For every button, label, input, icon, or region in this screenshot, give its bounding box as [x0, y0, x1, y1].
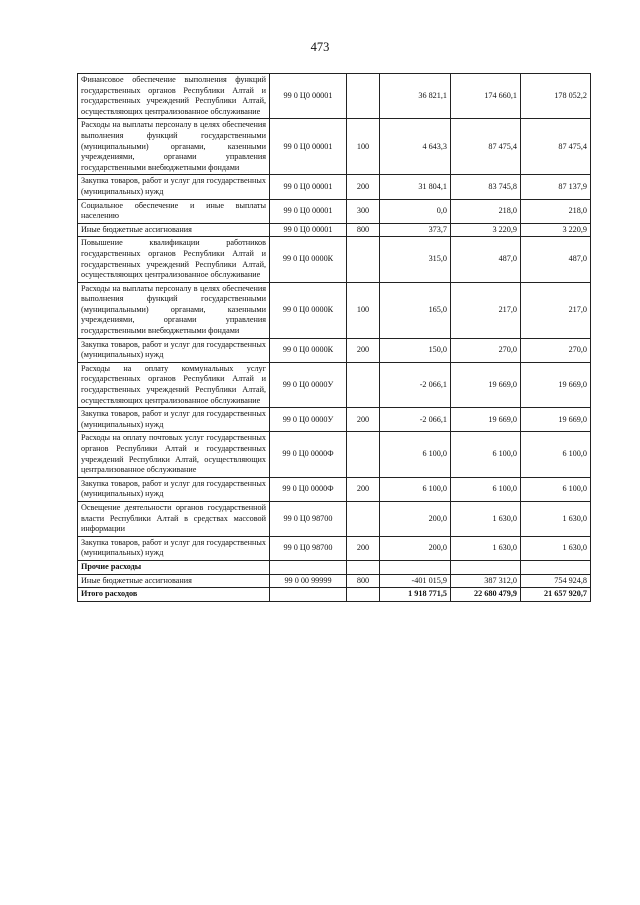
row-name: Закупка товаров, работ и услуг для государственных (муниципальных) нужд [78, 477, 270, 501]
row-vr: 100 [347, 282, 380, 338]
row-value-3: 218,0 [521, 199, 591, 223]
row-value-1: 373,7 [380, 223, 451, 237]
row-code: 99 0 00 99999 [270, 574, 347, 588]
row-code: 99 0 Ц0 98700 [270, 501, 347, 536]
total-value-1: 1 918 771,5 [380, 588, 451, 602]
empty-cell [380, 560, 451, 574]
row-value-3: 1 630,0 [521, 501, 591, 536]
total-label: Итого расходов [78, 588, 270, 602]
row-value-2: 6 100,0 [451, 477, 521, 501]
budget-table-body [78, 74, 591, 602]
row-value-2: 217,0 [451, 282, 521, 338]
row-value-2: 174 660,1 [451, 74, 521, 119]
row-value-1: 150,0 [380, 338, 451, 362]
row-code: 99 0 Ц0 0000Ф [270, 477, 347, 501]
empty-cell [270, 588, 347, 602]
total-value-2: 22 680 479,9 [451, 588, 521, 602]
row-vr: 100 [347, 119, 380, 175]
budget-table [77, 73, 591, 602]
table-row [78, 74, 591, 119]
row-name: Освещение деятельности органов государственной власти Республики Алтай в средствах массовой информации [78, 501, 270, 536]
row-name: Социальное обеспечение и иные выплаты населению [78, 199, 270, 223]
row-value-1: 31 804,1 [380, 175, 451, 199]
table-row [78, 119, 591, 175]
table-row [78, 362, 591, 407]
row-name: Расходы на оплату коммунальных услуг государственных органов Республики Алтай и государственных учреждений Республики Алтай, осуществляющих централизованное обслуживание [78, 362, 270, 407]
row-code: 99 0 Ц0 00001 [270, 74, 347, 119]
row-name: Закупка товаров, работ и услуг для государственных (муниципальных) нужд [78, 536, 270, 560]
row-value-2: 19 669,0 [451, 362, 521, 407]
row-value-1: 6 100,0 [380, 477, 451, 501]
row-value-3: 6 100,0 [521, 477, 591, 501]
total-row [78, 588, 591, 602]
row-vr: 200 [347, 175, 380, 199]
row-value-2: 1 630,0 [451, 536, 521, 560]
table-row [78, 199, 591, 223]
empty-cell [347, 588, 380, 602]
row-value-1: 4 643,3 [380, 119, 451, 175]
row-value-3: 6 100,0 [521, 432, 591, 477]
row-vr [347, 74, 380, 119]
total-value-3: 21 657 920,7 [521, 588, 591, 602]
row-value-3: 178 052,2 [521, 74, 591, 119]
row-value-3: 754 924,8 [521, 574, 591, 588]
row-name: Иные бюджетные ассигнования [78, 223, 270, 237]
row-value-3: 87 475,4 [521, 119, 591, 175]
row-value-2: 218,0 [451, 199, 521, 223]
row-value-1: 200,0 [380, 501, 451, 536]
row-name: Закупка товаров, работ и услуг для государственных (муниципальных) нужд [78, 408, 270, 432]
row-value-3: 3 220,9 [521, 223, 591, 237]
table-row [78, 477, 591, 501]
row-name: Иные бюджетные ассигнования [78, 574, 270, 588]
table-row [78, 223, 591, 237]
empty-cell [521, 560, 591, 574]
table-row [78, 175, 591, 199]
row-value-2: 3 220,9 [451, 223, 521, 237]
row-code: 99 0 Ц0 0000К [270, 282, 347, 338]
row-value-1: 6 100,0 [380, 432, 451, 477]
row-value-2: 87 475,4 [451, 119, 521, 175]
row-vr: 200 [347, 408, 380, 432]
table-row [78, 432, 591, 477]
row-value-2: 270,0 [451, 338, 521, 362]
row-code: 99 0 Ц0 0000К [270, 338, 347, 362]
row-name: Закупка товаров, работ и услуг для государственных (муниципальных) нужд [78, 338, 270, 362]
row-value-2: 19 669,0 [451, 408, 521, 432]
table-row [78, 408, 591, 432]
row-code: 99 0 Ц0 0000У [270, 408, 347, 432]
row-vr [347, 237, 380, 282]
row-value-3: 487,0 [521, 237, 591, 282]
row-vr: 200 [347, 338, 380, 362]
row-value-1: 200,0 [380, 536, 451, 560]
table-row [78, 501, 591, 536]
row-vr: 300 [347, 199, 380, 223]
row-value-3: 217,0 [521, 282, 591, 338]
row-code: 99 0 Ц0 00001 [270, 223, 347, 237]
row-value-1: 36 821,1 [380, 74, 451, 119]
row-name: Расходы на выплаты персоналу в целях обеспечения выполнения функций государственными (муниципальными) органами, казенными учреждениями, органами управления государственными внебюджетными фондами [78, 282, 270, 338]
row-name: Расходы на выплаты персоналу в целях обеспечения выполнения функций государственными (муниципальными) органами, казенными учреждениями, органами управления государственными внебюджетными фондами [78, 119, 270, 175]
row-value-3: 270,0 [521, 338, 591, 362]
row-value-2: 487,0 [451, 237, 521, 282]
row-value-3: 19 669,0 [521, 408, 591, 432]
row-value-3: 1 630,0 [521, 536, 591, 560]
row-value-1: -2 066,1 [380, 362, 451, 407]
row-name: Повышение квалификации работников государственных органов Республики Алтай и государственных учреждений Республики Алтай, осуществляющих централизованное обслуживание [78, 237, 270, 282]
row-value-2: 387 312,0 [451, 574, 521, 588]
row-name: Закупка товаров, работ и услуг для государственных (муниципальных) нужд [78, 175, 270, 199]
row-value-1: -2 066,1 [380, 408, 451, 432]
row-value-2: 83 745,8 [451, 175, 521, 199]
row-value-2: 6 100,0 [451, 432, 521, 477]
row-value-1: 165,0 [380, 282, 451, 338]
row-name: Расходы на оплату почтовых услуг государственных органов Республики Алтай и государственных учреждений Республики Алтай, осуществляющих централизованное обслуживание [78, 432, 270, 477]
row-vr: 200 [347, 477, 380, 501]
table-row [78, 536, 591, 560]
row-vr: 800 [347, 223, 380, 237]
table-row [78, 282, 591, 338]
row-code: 99 0 Ц0 98700 [270, 536, 347, 560]
row-value-3: 19 669,0 [521, 362, 591, 407]
row-value-2: 1 630,0 [451, 501, 521, 536]
row-value-1: 0,0 [380, 199, 451, 223]
row-vr: 200 [347, 536, 380, 560]
row-vr: 800 [347, 574, 380, 588]
row-name: Финансовое обеспечение выполнения функций государственных органов Республики Алтай и государственных учреждений Республики Алтай, осуществляющих централизованное обслуживание [78, 74, 270, 119]
empty-cell [347, 560, 380, 574]
row-code: 99 0 Ц0 00001 [270, 119, 347, 175]
row-vr [347, 432, 380, 477]
empty-cell [270, 560, 347, 574]
row-code: 99 0 Ц0 00001 [270, 199, 347, 223]
page-number: 473 [310, 40, 330, 54]
row-code: 99 0 Ц0 0000К [270, 237, 347, 282]
row-value-3: 87 137,9 [521, 175, 591, 199]
row-vr [347, 362, 380, 407]
table-row [78, 574, 591, 588]
row-vr [347, 501, 380, 536]
row-code: 99 0 Ц0 0000У [270, 362, 347, 407]
empty-cell [451, 560, 521, 574]
row-value-1: -401 015,9 [380, 574, 451, 588]
table-row [78, 338, 591, 362]
row-code: 99 0 Ц0 00001 [270, 175, 347, 199]
row-value-1: 315,0 [380, 237, 451, 282]
table-row [78, 237, 591, 282]
row-code: 99 0 Ц0 0000Ф [270, 432, 347, 477]
section-title: Прочие расходы [78, 560, 270, 574]
section-header-row [78, 560, 591, 574]
